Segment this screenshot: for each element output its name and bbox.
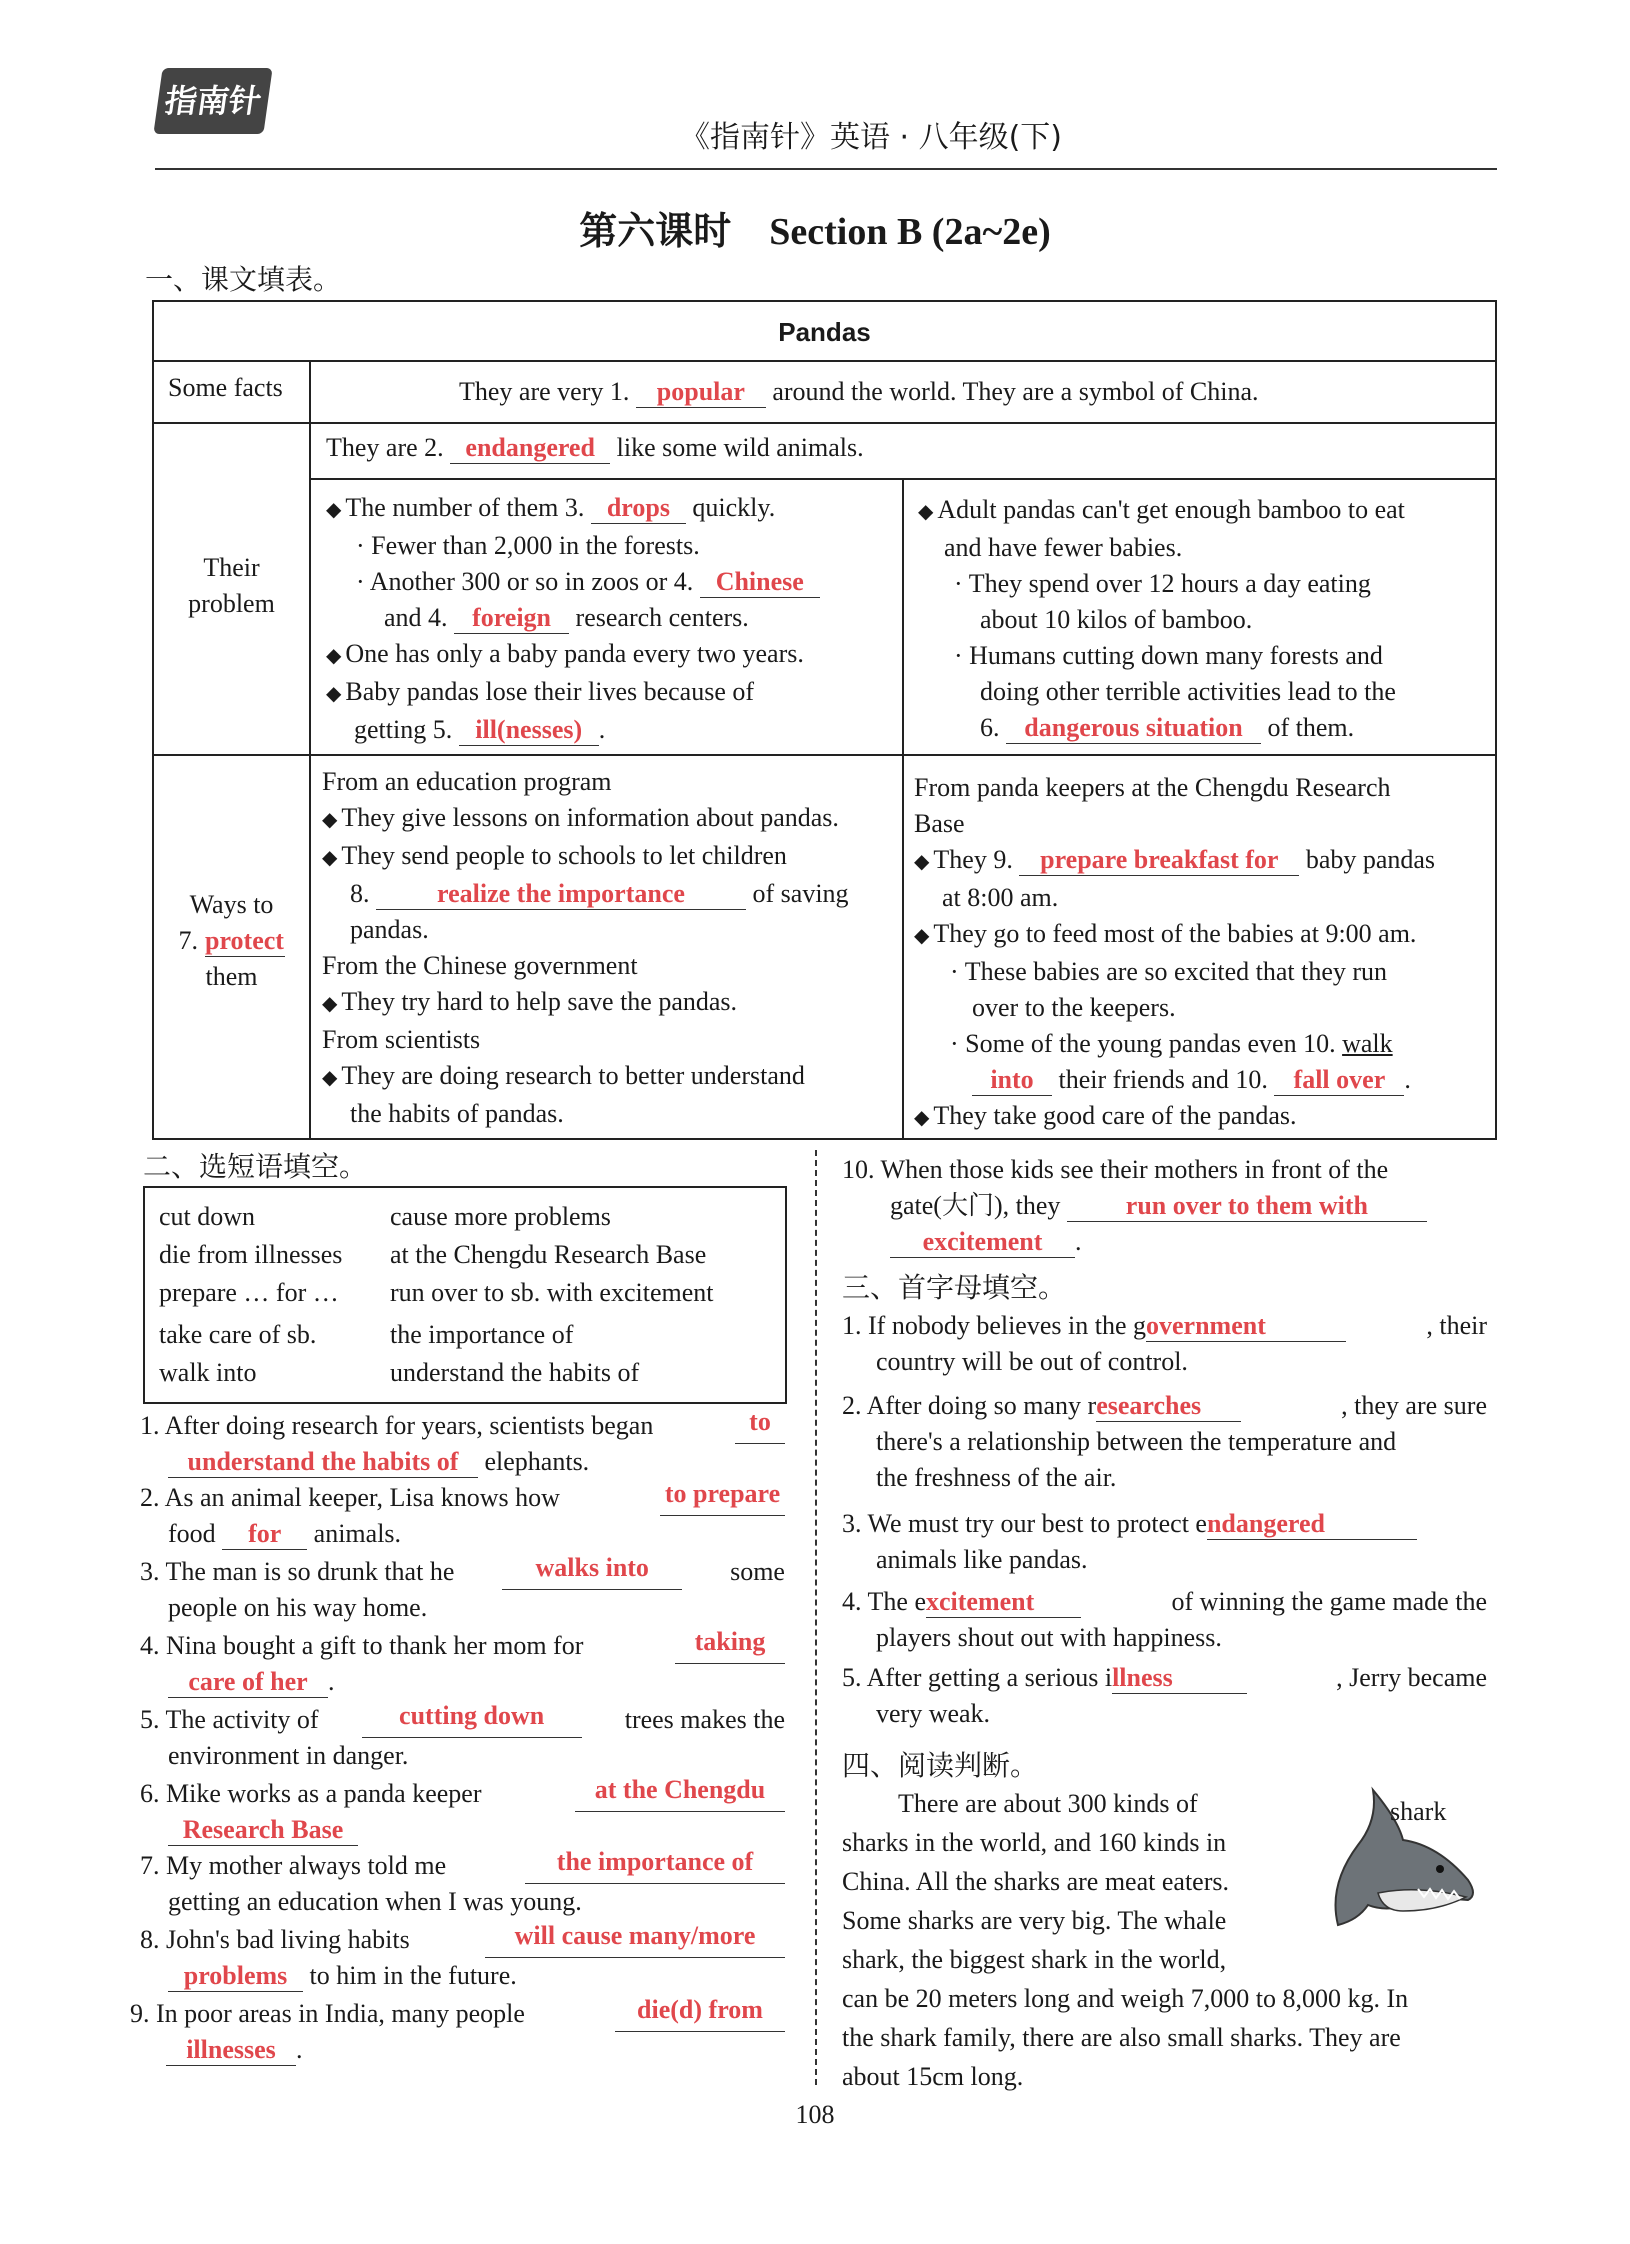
header-rule (155, 168, 1497, 170)
s3-question-5: 5. After getting a serious illness , Jerry became very weak. (842, 1663, 1487, 1728)
s2-question-8: 8. John's bad living habits will cause many/more problems to him in the future. (140, 1922, 785, 1994)
pandas-table (152, 300, 1497, 1140)
section1-heading: 一、课文填表。 (145, 263, 342, 296)
facts-row1: They are very 1. popular around the world. They are a symbol of China. (459, 377, 1259, 406)
phrase-list-right: cause more problems at the Chengdu Research Base run over to sb. with excitement the importance of understand the habits of (390, 1202, 714, 1387)
shark-label: shark (1390, 1797, 1447, 1826)
facts-row2: They are 2. endangered like some wild animals. (326, 433, 864, 462)
s3-question-2: 2. After doing so many researches , they are sure there's a relationship between the temperature and the freshness of the air. (842, 1391, 1487, 1492)
section4-heading: 四、阅读判断。 (842, 1749, 1039, 1782)
book-title: 《指南针》英语 · 八年级(下) (680, 120, 1063, 155)
problem-right: ◆ Adult pandas can't get enough bamboo to eat and have fewer babies. · They spend over 12 hours a day eating about 10 kilos of bamboo. · Humans cutting down many forests and doing other terrible activities lead to the 6. dangerous situation of them. (918, 492, 1483, 746)
column-divider (815, 1150, 817, 2085)
row-label-ways: Ways to 7. protect them (178, 890, 284, 991)
s2-question-2: 2. As an animal keeper, Lisa knows how to prepare food for animals. (140, 1480, 785, 1552)
logo: 指南针 (153, 68, 272, 134)
phrase-box (143, 1186, 787, 1404)
answer-1: popular (656, 377, 745, 406)
ways-left: From an education program ◆ They give lessons on information about pandas. ◆ They send people to schools to let children 8. realize the importance of saving pandas. From the Chinese government ◆ They try hard to help save the pandas. From scientists ◆ They are doing research to better understand the habits of pandas. (322, 764, 896, 1132)
lesson-title: 第六课时 Section B (2a~2e) (579, 211, 1051, 253)
s2-question-10: 10. When those kids see their mothers in front of the gate(大门), they run over to them with excitement . (842, 1152, 1487, 1260)
s3-question-4: 4. The excitement of winning the game made the players shout out with happiness. (842, 1587, 1487, 1652)
table-title: Pandas (778, 317, 871, 347)
phrase-list-left: cut down die from illnesses prepare … for … take care of sb. walk into (159, 1202, 343, 1387)
answer-2: endangered (465, 433, 595, 462)
s2-question-5: 5. The activity of cutting down trees makes the environment in danger. (140, 1701, 785, 1770)
row-label-facts: Some facts (168, 373, 283, 402)
ways-right: From panda keepers at the Chengdu Research Base ◆ They 9. prepare breakfast for baby pandas at 8:00 am. ◆ They go to feed most of the babies at 9:00 am. · These babies are so excited that they run over to the keepers. · Some of the young pandas even 10. walk into their friends and 10. fall over . ◆ They take good care of the pandas. (914, 770, 1489, 1136)
page-number: 108 (795, 2100, 835, 2129)
problem-left: ◆ The number of them 3. drops quickly. · Fewer than 2,000 in the forests. · Another 300 or so in zoos or 4. Chinese and 4. foreign research centers. ◆ One has only a baby panda every two years. ◆ Baby pandas lose their lives because of getting 5. ill(nesses) . (326, 490, 896, 748)
reading-passage: There are about 300 kinds of sharks in the world, and 160 kinds in China. All the sharks are meat eaters. Some sharks are very big. The whale shark, the biggest shark in the world, can be 20 meters long and weigh 7,000 to 8,000 kg. In the shark family, there are also small sharks. They are about 15cm long. (842, 1789, 1409, 2091)
shark-illustration (1318, 1785, 1488, 1935)
s3-question-3: 3. We must try our best to protect endangered animals like pandas. (842, 1506, 1487, 1578)
s2-question-7: 7. My mother always told me the importance of getting an education when I was young. (140, 1848, 785, 1920)
s2-question-6: 6. Mike works as a panda keeper at the Chengdu Research Base (140, 1776, 785, 1848)
section2-heading: 二、选短语填空。 (143, 1150, 368, 1183)
s3-question-1: 1. If nobody believes in the government , their country will be out of control. (842, 1311, 1487, 1376)
s2-question-4: 4. Nina bought a gift to thank her mom for taking care of her . (140, 1628, 785, 1700)
s2-question-3: 3. The man is so drunk that he walks into some people on his way home. (140, 1553, 785, 1622)
s2-question-9: 9. In poor areas in India, many people die(d) from illnesses . (130, 1996, 785, 2068)
section3-heading: 三、首字母填空。 (842, 1271, 1067, 1304)
s2-question-1: 1. After doing research for years, scientists began to understand the habits of elephants. (140, 1408, 785, 1480)
row-label-problem: Their problem (188, 553, 275, 618)
